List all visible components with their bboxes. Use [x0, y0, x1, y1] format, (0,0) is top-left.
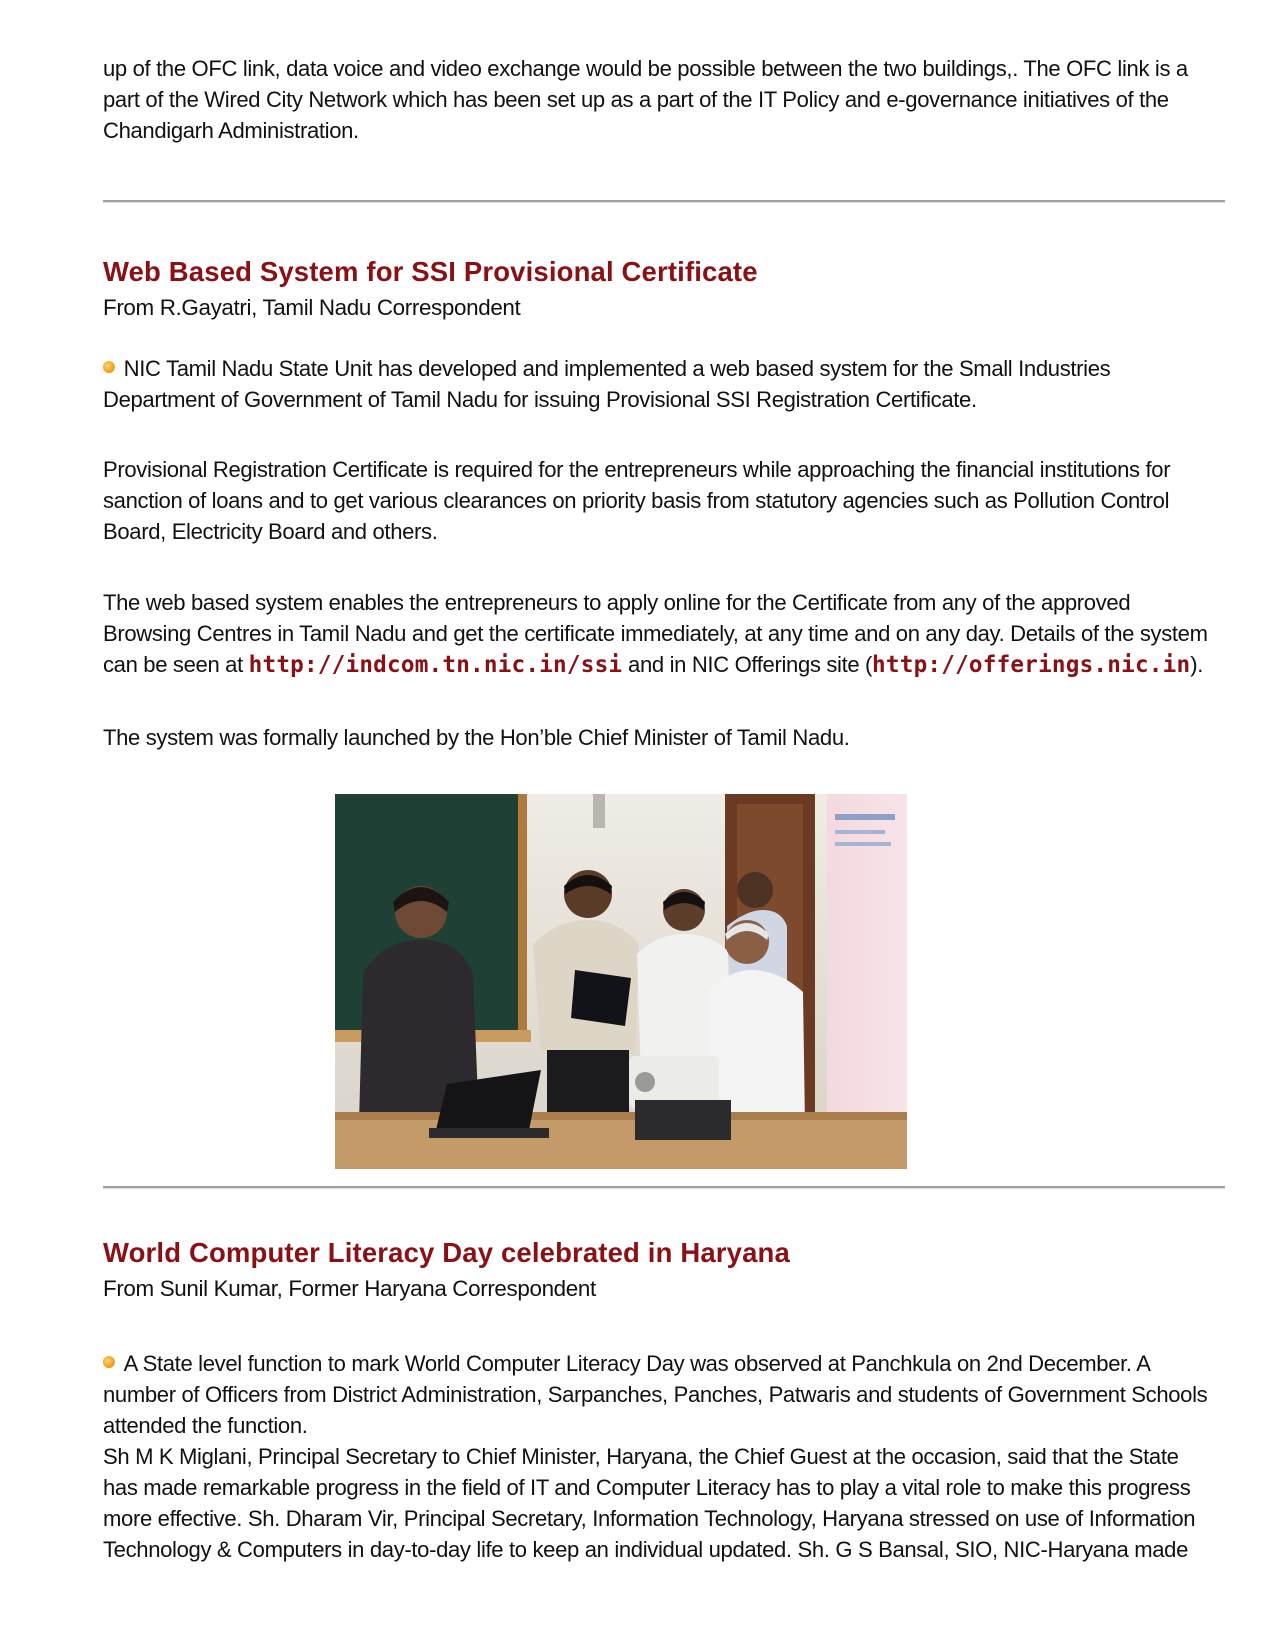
- paragraph-text: A State level function to mark World Computer Literacy Day was observed at Panchkula on 2nd December. A number of Officers from District Administration, Sarpanches, Panches, Patwaris and students of Government Schools attended the function.: [103, 1351, 1208, 1438]
- article-title: Web Based System for SSI Provisional Certificate: [103, 256, 758, 287]
- article-paragraph: Provisional Registration Certificate is required for the entrepreneurs while approaching the financial institutions for sanction of loans and to get various clearances on priority basis from statutory agencies such as Pollution Control Board, Electricity Board and others.: [103, 457, 1171, 544]
- paragraph-text: Sh M K Miglani, Principal Secretary to Chief Minister, Haryana, the Chief Guest at the occasion, said that the State has made remarkable progress in the field of IT and Computer Literacy has to play a vital role to make this progress more effective. Sh. Dharam Vir, Principal Secretary, Information Technology, Haryana stressed on use of Information Technology & Computers in day-to-day life to keep an individual updated. Sh. G S Bansal, SIO, NIC-Haryana made: [103, 1444, 1196, 1562]
- article-paragraph: [103, 587, 1211, 681]
- article-paragraph: The system was formally launched by the Hon’ble Chief Minister of Tamil Nadu.: [103, 725, 850, 750]
- orange-bullet-icon: [103, 361, 115, 373]
- article-paragraph: [103, 353, 1211, 415]
- paragraph-text: ).: [1190, 652, 1204, 677]
- paragraph-text: NIC Tamil Nadu State Unit has developed and implemented a web based system for the Small Industries Department of Government of Tamil Nadu for issuing Provisional SSI Registration Certificate.: [103, 356, 1111, 412]
- launch-event-photo: [335, 794, 907, 1169]
- paragraph-text: The web based system enables the entrepreneurs to apply online for the Certificate from any of the approved Browsing Centres in Tamil Nadu and get the certificate immediately, at any time and on any day. Details of the system can be seen at: [103, 590, 1208, 677]
- article-paragraph: [103, 1348, 1211, 1565]
- section-divider: [103, 1186, 1225, 1189]
- section-divider: [103, 200, 1225, 203]
- article-byline: From Sunil Kumar, Former Haryana Correspondent: [103, 1276, 596, 1301]
- orange-bullet-icon: [103, 1356, 115, 1368]
- article-title: World Computer Literacy Day celebrated in Haryana: [103, 1237, 790, 1268]
- intro-paragraph: up of the OFC link, data voice and video exchange would be possible between the two buildings,. The OFC link is a part of the Wired City Network which has been set up as a part of the IT Policy and e-governance initiatives of the Chandigarh Administration.: [103, 56, 1188, 143]
- article-byline: From R.Gayatri, Tamil Nadu Correspondent: [103, 295, 521, 320]
- paragraph-text: and in NIC Offerings site (: [622, 652, 873, 677]
- nic-offerings-link[interactable]: http://offerings.nic.in: [872, 652, 1191, 678]
- indcom-ssi-link[interactable]: http://indcom.tn.nic.in/ssi: [248, 652, 623, 678]
